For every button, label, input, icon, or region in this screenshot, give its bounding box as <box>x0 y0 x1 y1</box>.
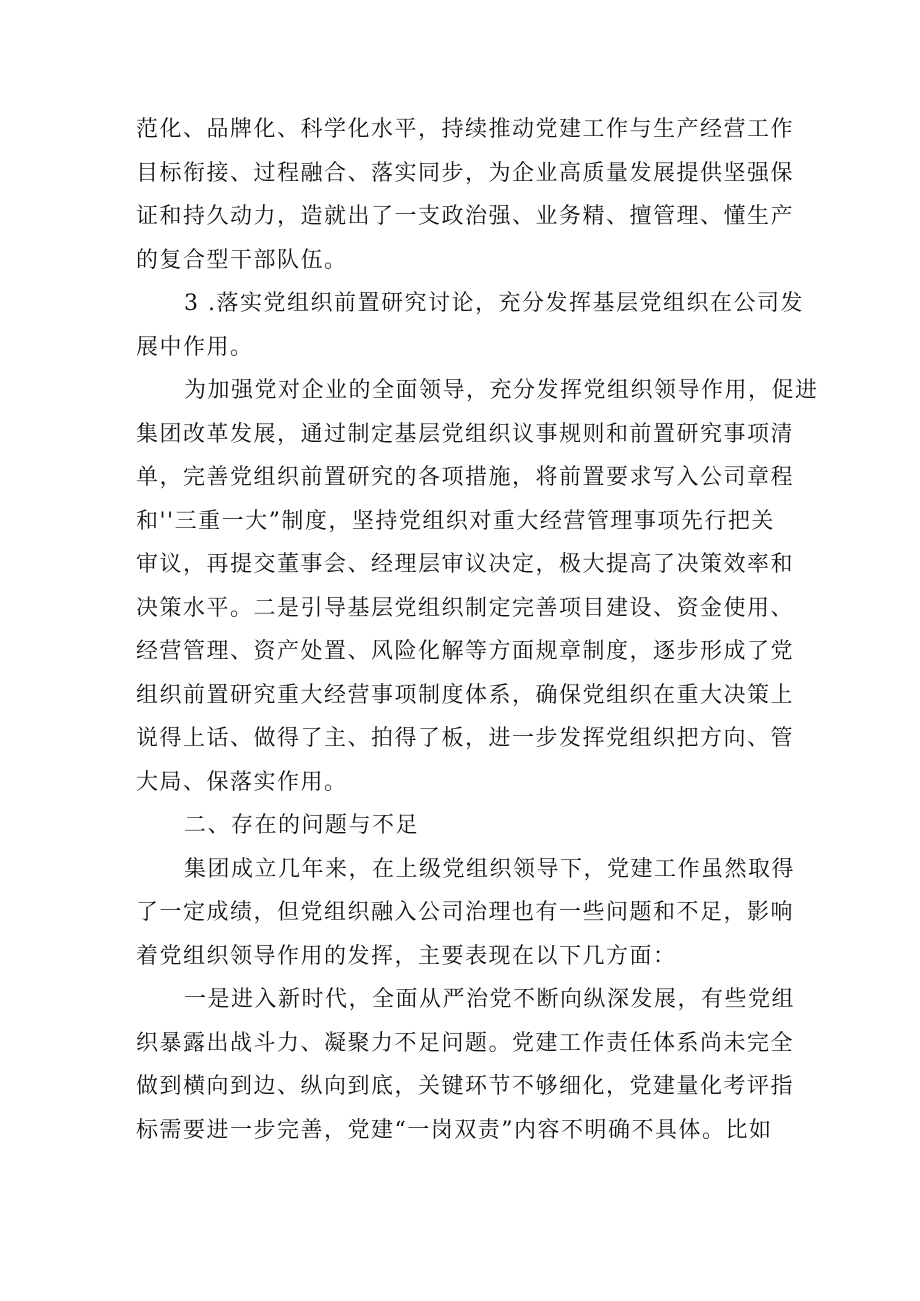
text-line: 和''三重一大”制度，坚持党组织对重大经营管理事项先行把关 <box>136 508 775 534</box>
text-line: 展中作用。 <box>136 334 254 360</box>
text-line: 单，完善党组织前置研究的各项措施，将前置要求写入公司章程 <box>136 465 795 490</box>
text-line: 目标衔接、过程融合、落实同步，为企业高质量发展提供坚强保 <box>136 160 795 186</box>
text-line: 组织前置研究重大经营事项制度体系，确保党组织在重大决策上 <box>136 682 795 708</box>
text-line: 集团成立几年来，在上级党组织领导下，党建工作虽然取得 <box>184 856 796 882</box>
text-line: 决策水平。二是引导基层党组织制定完善项目建设、资金使用、 <box>136 595 795 621</box>
text-line: 经营管理、资产处置、风险化解等方面规章制度，逐步形成了党 <box>136 639 795 664</box>
body-text <box>136 108 819 1152</box>
text-line: 着党组织领导作用的发挥，主要表现在以下几方面： <box>136 943 677 969</box>
section-heading: 二、存在的问题与不足 <box>184 813 420 838</box>
text-line: 审议，再提交董事会、经理层审议决定，极大提高了决策效率和 <box>136 552 795 577</box>
text-line: 大局、保落实作用。 <box>136 769 348 795</box>
text-line: 范化、品牌化、科学化水平，持续推动党建工作与生产经营工作 <box>136 117 795 142</box>
text-line: 说得上话、做得了主、拍得了板，进一步发挥党组织把方向、管 <box>136 726 795 751</box>
text-line: 做到横向到边、纵向到底，关键环节不够细化，党建量化考评指 <box>136 1074 795 1099</box>
text-line: 为加强党对企业的全面领导，充分发挥党组织领导作用，促进 <box>184 378 819 403</box>
text-line: 的复合型干部队伍。 <box>136 247 348 273</box>
text-line: 集团改革发展，通过制定基层党组织议事规则和前置研究事项清 <box>136 421 795 447</box>
text-line: 一是进入新时代，全面从严治党不断向纵深发展，有些党组 <box>184 987 796 1012</box>
text-line: 了一定成绩，但党组织融入公司治理也有一些问题和不足，影响 <box>136 900 795 925</box>
text-line: 证和持久动力，造就出了一支政治强、业务精、擅管理、懂生产 <box>136 204 795 229</box>
text-line: 织暴露出战斗力、凝聚力不足问题。党建工作责任体系尚未完全 <box>136 1030 795 1056</box>
section-heading-line: 3 .落实党组织前置研究讨论，充分发挥基层党组织在公司发 <box>184 291 804 316</box>
text-line: 标需要进一步完善，党建“一岗双责”内容不明确不具体。比如 <box>136 1117 773 1143</box>
